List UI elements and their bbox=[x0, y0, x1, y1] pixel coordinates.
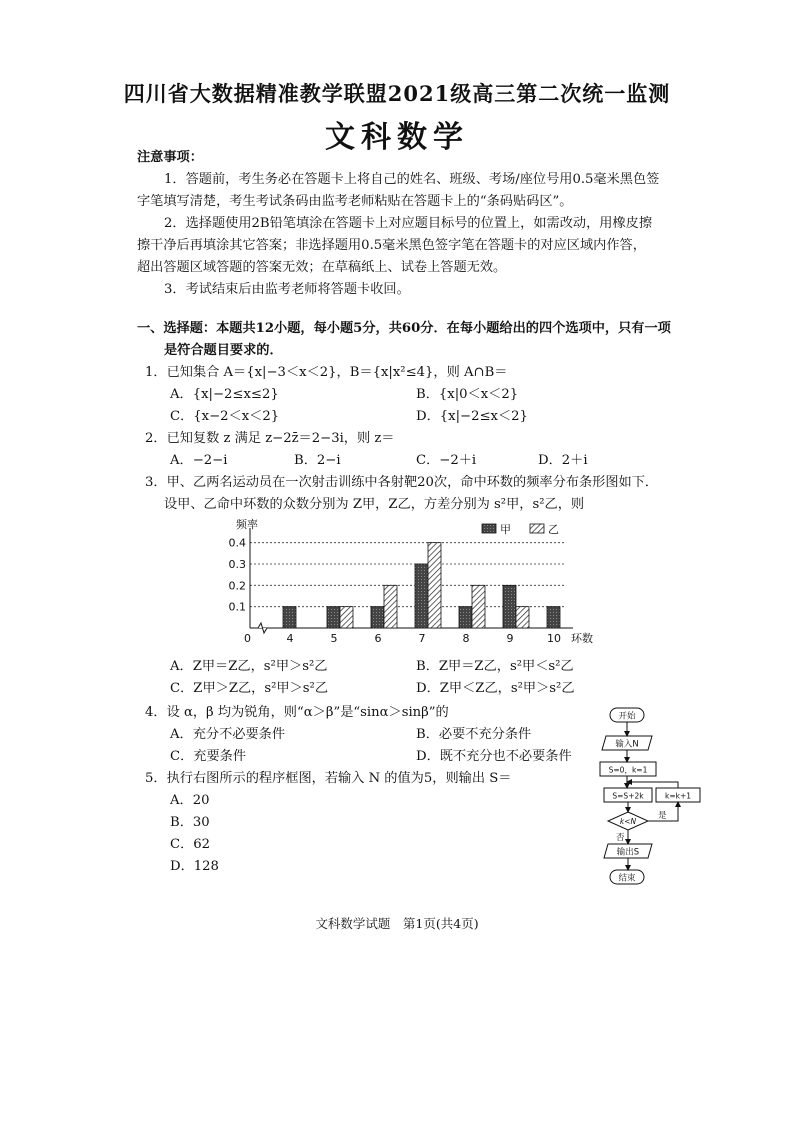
q4-option-d: D．既不充分也不必要条件 bbox=[416, 749, 572, 764]
x-tick-label: 4 bbox=[286, 632, 294, 645]
frequency-bar-chart bbox=[220, 516, 600, 646]
axis-break-mark bbox=[258, 623, 267, 633]
x-tick-label: 5 bbox=[330, 632, 338, 645]
bar-jia bbox=[371, 607, 384, 628]
legend-swatch bbox=[530, 524, 544, 533]
x-tick-label: 9 bbox=[506, 632, 514, 645]
q4-stem: 4．设 α，β 均为锐角，则“α＞β”是“sinα＞sinβ”的 bbox=[145, 705, 449, 720]
q2-option-c: C．−2＋i bbox=[416, 453, 477, 468]
flow-output-label: 输出S bbox=[616, 847, 640, 858]
q1-option-a: A．{x|−2≤x≤2} bbox=[170, 387, 279, 402]
q2-option-a: A．−2−i bbox=[170, 453, 228, 468]
legend-label: 甲 bbox=[500, 523, 511, 536]
bar-jia bbox=[459, 607, 472, 628]
q3-option-b: B．Z甲＝Z乙，s²甲＜s²乙 bbox=[416, 659, 574, 674]
q5-stem: 5．执行右图所示的程序框图，若输入 N 的值为5，则输出 S＝ bbox=[145, 771, 512, 786]
flow-condition-label: k<N bbox=[619, 817, 637, 826]
q1-option-c: C．{x−2＜x＜2} bbox=[170, 409, 280, 424]
notice-item2-line3: 超出答题区域答题的答案无效；在草稿纸上、试卷上答题无效。 bbox=[137, 260, 507, 275]
origin-label: 0 bbox=[244, 632, 251, 645]
x-tick-label: 7 bbox=[418, 632, 426, 645]
q1-stem: 1．已知集合 A＝{x|−3＜x＜2}，B＝{x|x²≤4}，则 A∩B＝ bbox=[145, 365, 508, 380]
flow-update-k-label: k=k+1 bbox=[664, 791, 692, 801]
q2-option-b: B．2−i bbox=[294, 453, 341, 468]
notice-item1-line2: 字笔填写清楚，考生考试条码由监考老师粘贴在答题卡上的“条码贴码区”。 bbox=[137, 194, 573, 209]
q2-option-d: D．2＋i bbox=[538, 453, 588, 468]
notice-item2-line1: 2．选择题使用2B铅笔填涂在答题卡上对应题目标号的位置上，如需改动，用橡皮擦 bbox=[164, 216, 653, 231]
y-axis-label: 频率 bbox=[236, 518, 258, 531]
q5-option-b: B．30 bbox=[170, 815, 210, 830]
q3-option-a: A．Z甲＝Z乙，s²甲＞s²乙 bbox=[170, 659, 328, 674]
bar-yi bbox=[384, 585, 397, 628]
q5-option-d: D．128 bbox=[170, 859, 219, 874]
y-tick-label: 0.2 bbox=[228, 579, 246, 593]
notice-heading: 注意事项： bbox=[137, 150, 203, 165]
q1-option-d: D．{x|−2≤x＜2} bbox=[416, 409, 528, 424]
legend-label: 乙 bbox=[548, 523, 559, 536]
q4-option-a: A．充分不必要条件 bbox=[170, 727, 286, 742]
q3-option-d: D．Z甲＜Z乙，s²甲＞s²乙 bbox=[416, 681, 575, 696]
q5-option-c: C．62 bbox=[170, 837, 211, 852]
notice-item1-line1: 1．答题前，考生务必在答题卡上将自己的姓名、班级、考场/座位号用0.5毫米黑色签 bbox=[164, 172, 660, 187]
bar-yi bbox=[472, 585, 485, 628]
program-flowchart bbox=[596, 700, 708, 892]
q3-stem-line1: 3．甲、乙两名运动员在一次射击训练中各射靶20次，命中环数的频率分布条形图如下． bbox=[145, 475, 659, 490]
y-tick-label: 0.1 bbox=[228, 600, 246, 614]
bar-jia bbox=[283, 607, 296, 628]
notice-item3: 3．考试结束后由监考老师将答题卡收回。 bbox=[164, 282, 410, 297]
legend-swatch bbox=[482, 524, 496, 533]
flow-start-label: 开始 bbox=[618, 711, 636, 722]
q3-option-c: C．Z甲＞Z乙，s²甲＞s²乙 bbox=[170, 681, 329, 696]
x-tick-label: 6 bbox=[374, 632, 382, 645]
bar-jia bbox=[503, 585, 516, 628]
bar-jia bbox=[327, 607, 340, 628]
bar-jia bbox=[415, 564, 428, 628]
q3-stem-line2: 设甲、乙命中环数的众数分别为 Z甲，Z乙，方差分别为 s²甲，s²乙，则 bbox=[164, 497, 585, 512]
x-tick-label: 8 bbox=[462, 632, 470, 645]
x-tick-label: 10 bbox=[547, 632, 561, 645]
flow-input-label: 输入N bbox=[615, 739, 639, 750]
x-axis-label: 环数 bbox=[571, 632, 593, 645]
section1-line1: 一、选择题：本题共12小题，每小题5分，共60分．在每小题给出的四个选项中，只有一项 bbox=[137, 321, 671, 336]
q4-option-b: B．必要不充分条件 bbox=[416, 727, 532, 742]
y-tick-label: 0.4 bbox=[228, 536, 246, 550]
exam-title: 四川省大数据精准教学联盟2021级高三第二次统一监测 bbox=[123, 81, 671, 106]
bar-jia bbox=[547, 607, 560, 628]
exam-subject: 文科数学 bbox=[325, 120, 469, 155]
bar-yi bbox=[340, 607, 353, 628]
flow-update-s-label: S=S+2k bbox=[612, 791, 644, 801]
section1-line2: 是符合题目要求的． bbox=[164, 343, 283, 358]
q5-option-a: A．20 bbox=[170, 793, 210, 808]
q1-option-b: B．{x|0＜x＜2} bbox=[416, 387, 519, 402]
flow-init-label: S=0，k=1 bbox=[608, 765, 648, 775]
flow-no-label: 否 bbox=[616, 833, 625, 843]
q4-option-c: C．充要条件 bbox=[170, 749, 247, 764]
flow-yes-label: 是 bbox=[658, 811, 667, 821]
q2-stem: 2．已知复数 z 满足 z−2z̄＝2−3i，则 z＝ bbox=[145, 431, 395, 446]
bar-yi bbox=[516, 607, 529, 628]
notice-item2-line2: 擦干净后再填涂其它答案；非选择题用0.5毫米黑色签字笔在答题卡的对应区域内作答， bbox=[137, 238, 646, 253]
y-tick-label: 0.3 bbox=[228, 558, 246, 571]
page-footer: 文科数学试题 第1页(共4页) bbox=[315, 916, 479, 931]
bar-yi bbox=[428, 543, 441, 628]
flow-end-label: 结束 bbox=[618, 873, 636, 884]
